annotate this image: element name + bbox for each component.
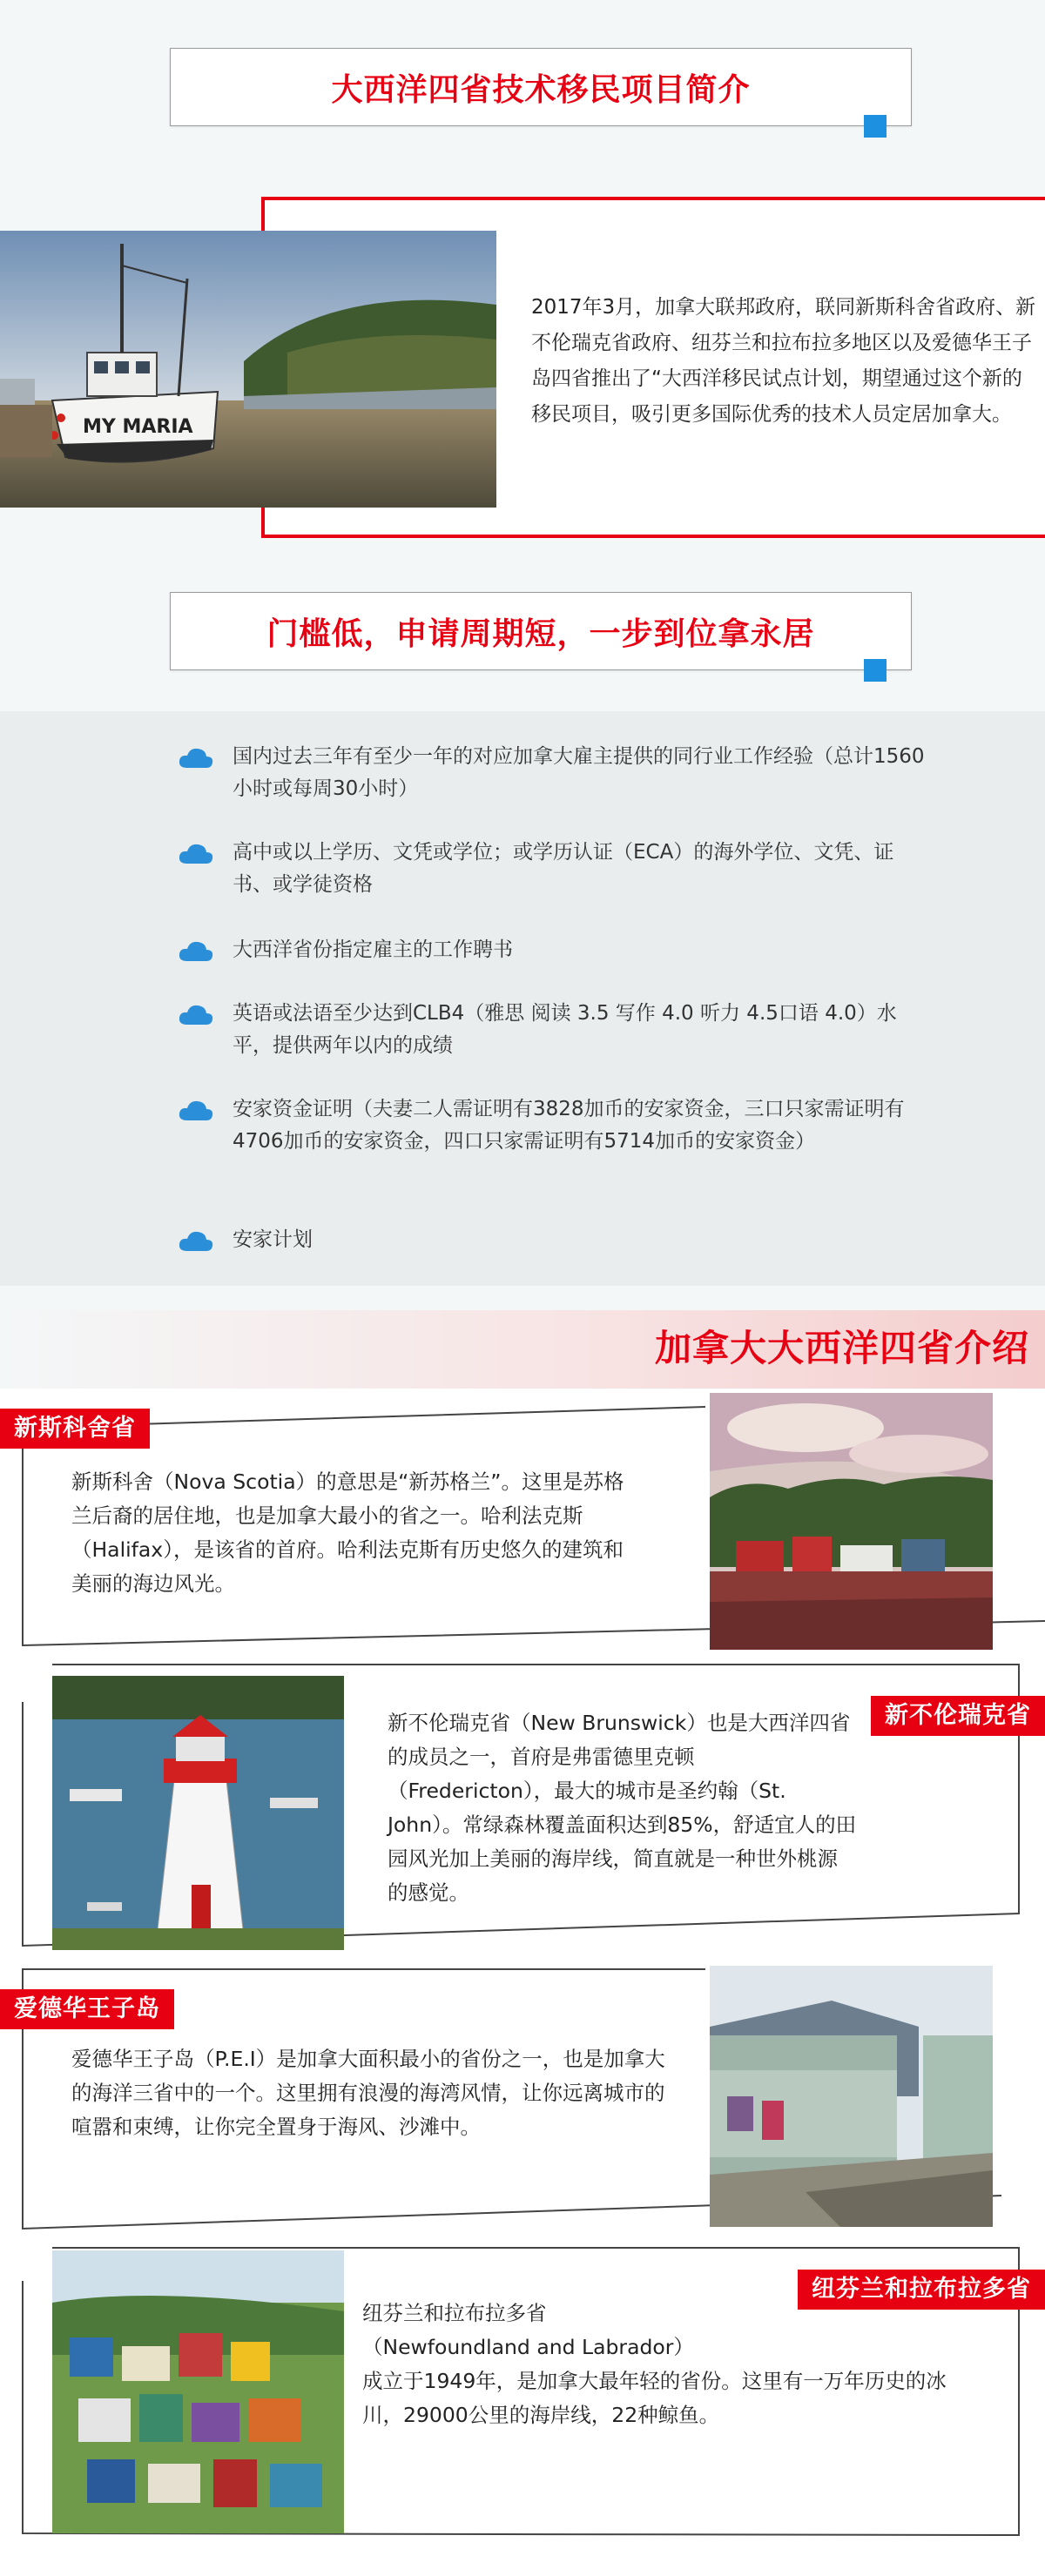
title-corner-square: [864, 115, 887, 138]
provinces-title: 加拿大大西洋四省介绍: [654, 1327, 1029, 1369]
pei-photo: [710, 1966, 993, 2227]
harbor-boat-photo: [0, 231, 496, 508]
province-text-newfoundland-1: 纽芬兰和拉布拉多省: [362, 2301, 547, 2325]
nova-scotia-photo: [710, 1393, 993, 1650]
cloud-icon: [179, 939, 213, 962]
requirement-text: 高中或以上学历、文凭或学位；或学历认证（ECA）的海外学位、文凭、证书、或学徒资格: [233, 841, 894, 896]
cloud-icon: [179, 1229, 213, 1252]
new-brunswick-photo: [52, 1676, 344, 1950]
requirement-text: 大西洋省份指定雇主的工作聘书: [233, 938, 513, 961]
cloud-icon: [179, 842, 213, 864]
requirement-text: 国内过去三年有至少一年的对应加拿大雇主提供的同行业工作经验（总计1560小时或每周30小时）: [233, 745, 925, 800]
requirement-text: 安家计划: [233, 1228, 313, 1251]
page-title-box: [170, 48, 912, 126]
page-title: 大西洋四省技术移民项目简介: [331, 71, 751, 108]
requirement-text: 英语或法语至少达到CLB4（雅思 阅读 3.5 写作 4.0 听力 4.5口语 4.0）水平，提供两年以内的成绩: [233, 1002, 897, 1057]
requirements-corner-square: [864, 659, 887, 682]
province-text-newfoundland-2: （Newfoundland and Labrador）: [362, 2335, 694, 2359]
province-text-nova-scotia: 新斯科舍（Nova Scotia）的意思是“新苏格兰”。这里是苏格兰后裔的居住地，也是加拿大最小的省之一。哈利法克斯（Halifax），是该省的首府。哈利法克斯有历史悠久的建筑和美丽的海边风光。: [71, 1470, 624, 1596]
province-badge-pei: 爱德华王子岛: [0, 1989, 174, 2029]
requirement-text: 安家资金证明（夫妻二人需证明有3828加币的安家资金，三口只家需证明有4706加币的安家资金，四口只家需证明有5714加币的安家资金）: [233, 1098, 905, 1153]
province-text-new-brunswick: 新不伦瑞克省（New Brunswick）也是大西洋四省的成员之一，首府是弗雷德里克顿（Fredericton），最大的城市是圣约翰（St. John）。常绿森林覆盖面积达到85%，舒适宜人的田园风光加上美丽的海岸线，简直就是一种世外桃源的感觉。: [388, 1711, 857, 1905]
requirements-title-box: [170, 592, 912, 670]
province-badge-nova-scotia: 新斯科舍省: [0, 1409, 150, 1449]
intro-text: 2017年3月，加拿大联邦政府，联同新斯科舍省政府、新不伦瑞克省政府、纽芬兰和拉布拉多地区以及爱德华王子岛四省推出了“大西洋移民试点计划，期望通过这个新的移民项目，吸引更多国际优秀的技术人员定居加拿大。: [531, 296, 1036, 426]
cloud-icon: [179, 746, 213, 769]
requirements-title: 门槛低，申请周期短，一步到位拿永居: [266, 615, 815, 652]
province-text-newfoundland-3: 成立于1949年，是加拿大最年轻的省份。这里有一万年历史的冰川，29000公里的海岸线，22种鲸鱼。: [362, 2369, 947, 2427]
province-badge-newfoundland: 纽芬兰和拉布拉多省: [798, 2270, 1045, 2310]
province-badge-new-brunswick: 新不伦瑞克省: [871, 1696, 1045, 1736]
province-text-pei: 爱德华王子岛（P.E.I）是加拿大面积最小的省份之一，也是加拿大的海洋三省中的一个。这里拥有浪漫的海湾风情，让你远离城市的喧嚣和束缚，让你完全置身于海风、沙滩中。: [71, 2047, 665, 2139]
boat-name-text: MY MARIA: [83, 416, 193, 438]
cloud-icon: [179, 1003, 213, 1026]
cloud-icon: [179, 1099, 213, 1121]
newfoundland-photo: [52, 2250, 344, 2533]
